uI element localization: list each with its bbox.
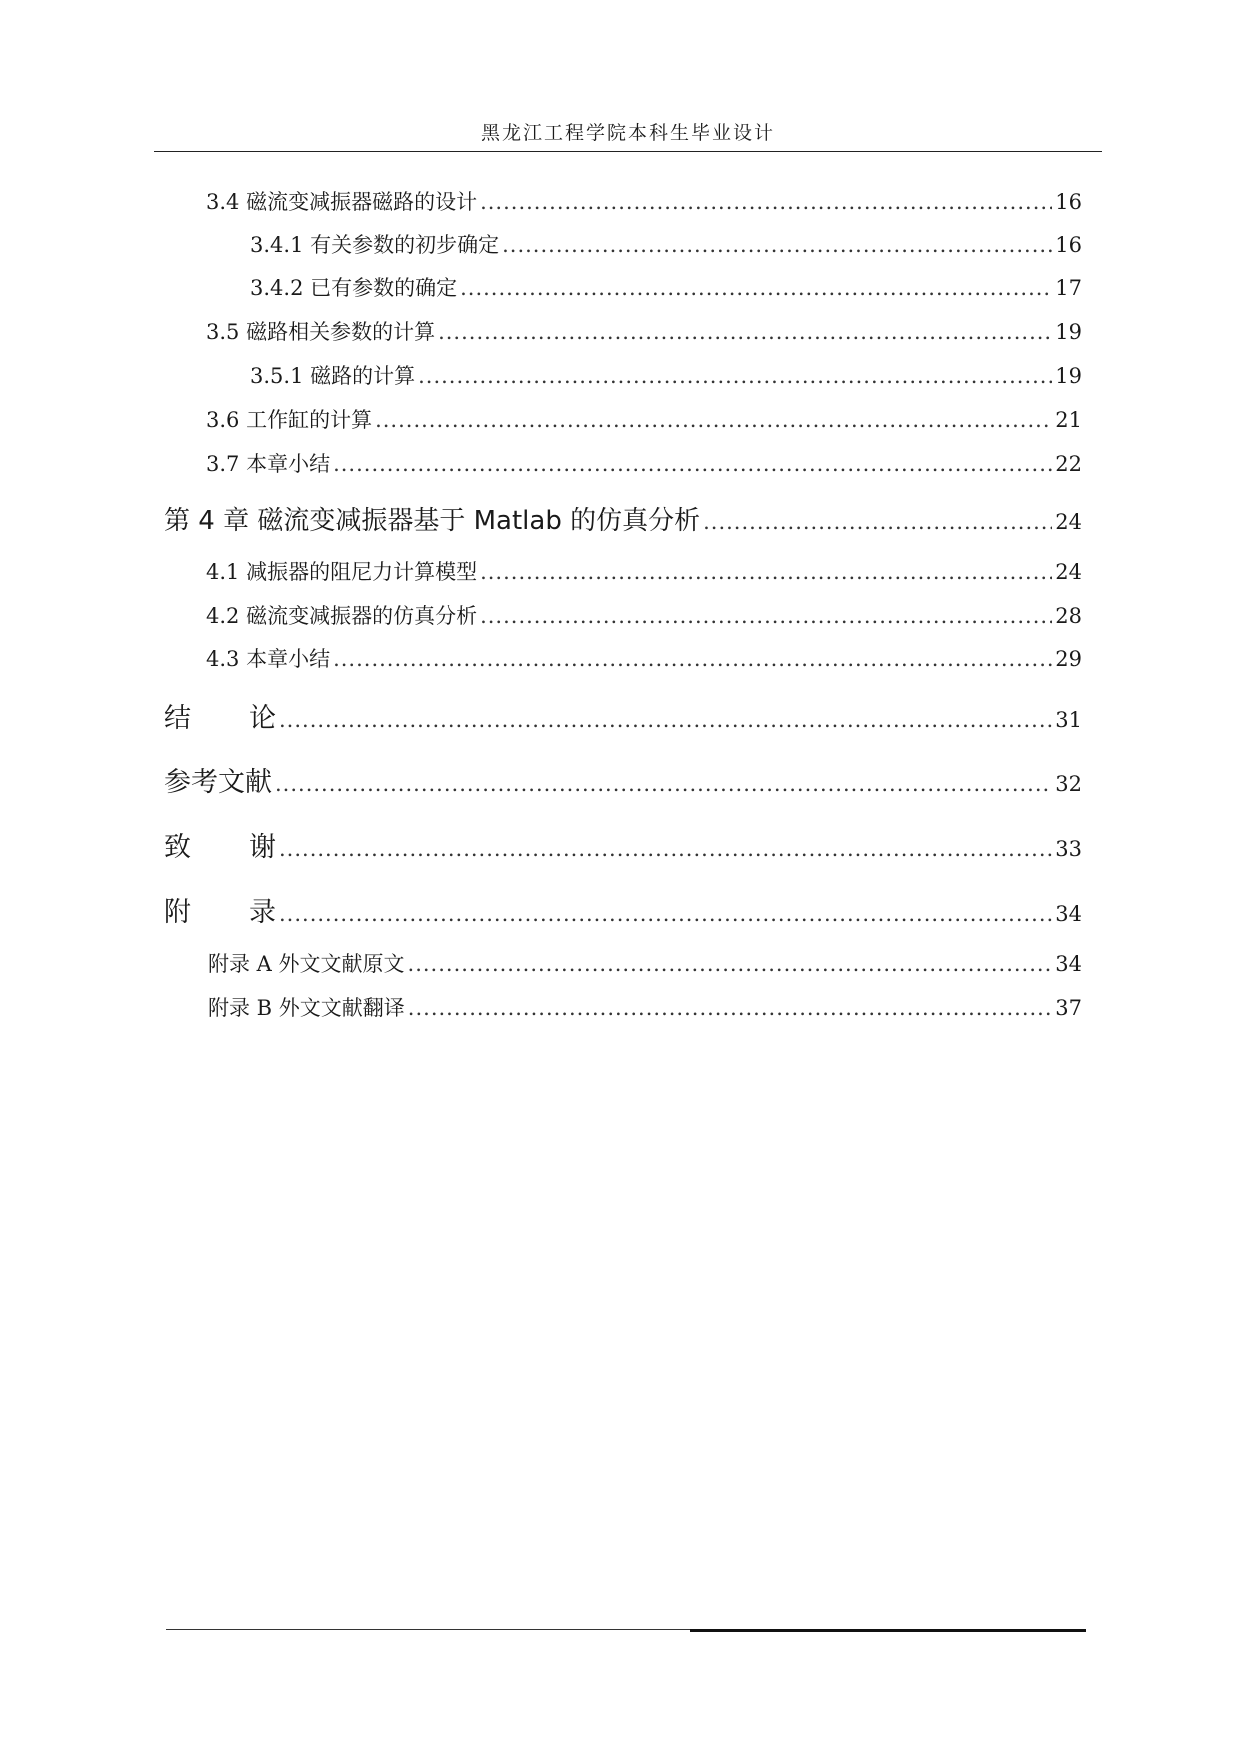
toc-page-number: 34: [1055, 952, 1082, 976]
toc-dot-leader: [502, 233, 1052, 257]
toc-page-number: 24: [1055, 510, 1082, 534]
toc-entry-references[interactable]: [164, 760, 1082, 799]
toc-entry-label: 3.5.1 磁路的计算: [250, 364, 416, 388]
toc-dot-leader: [275, 772, 1052, 796]
toc-entry-appendix[interactable]: [164, 890, 1082, 929]
toc-dot-leader: [279, 708, 1052, 732]
toc-entry-label: 结 论: [164, 703, 276, 734]
toc-dot-leader: [703, 510, 1052, 534]
toc-entry-label: 3.4 磁流变减振器磁路的设计: [206, 190, 478, 214]
toc-page-number: 37: [1055, 996, 1082, 1020]
toc-dot-leader: [480, 190, 1052, 214]
toc-page-number: 16: [1055, 233, 1082, 257]
footer-divider-thick: [690, 1629, 1086, 1632]
toc-entry-3-4[interactable]: [206, 186, 1082, 216]
toc-dot-leader: [279, 902, 1052, 926]
toc-page-number: 21: [1055, 408, 1082, 432]
toc-page-number: 22: [1055, 452, 1082, 476]
toc-entry-label: 3.4.2 已有参数的确定: [250, 276, 458, 300]
toc-dot-leader: [375, 408, 1052, 432]
toc-dot-leader: [418, 364, 1052, 388]
toc-entry-appendix-a[interactable]: [208, 948, 1082, 978]
toc-entry-3-6[interactable]: [206, 404, 1082, 434]
toc-dot-leader: [480, 604, 1052, 628]
toc-entry-appendix-b[interactable]: [208, 992, 1082, 1022]
toc-entry-3-4-1[interactable]: [250, 229, 1082, 259]
toc-dot-leader: [279, 837, 1052, 861]
toc-entry-4-1[interactable]: [206, 556, 1082, 586]
toc-page-number: 32: [1055, 772, 1082, 796]
toc-dot-leader: [460, 276, 1052, 300]
toc-entry-label: 参考文献: [164, 767, 272, 798]
toc-entry-4-2[interactable]: [206, 600, 1082, 630]
toc-entry-label: 4.2 磁流变减振器的仿真分析: [206, 604, 478, 628]
toc-page-number: 28: [1055, 604, 1082, 628]
toc-entry-4-3[interactable]: [206, 643, 1082, 673]
toc-entry-3-4-2[interactable]: [250, 272, 1082, 302]
toc-dot-leader: [333, 452, 1052, 476]
toc-entry-acknowledgements[interactable]: [164, 825, 1082, 864]
toc-entry-label: 致 谢: [164, 832, 276, 863]
toc-entry-label: 3.6 工作缸的计算: [206, 408, 373, 432]
toc-dot-leader: [408, 996, 1052, 1020]
toc-entry-label: 3.7 本章小结: [206, 452, 331, 476]
toc-entry-label: 附录 A 外文文献原文: [208, 952, 405, 976]
toc-entry-chapter-4[interactable]: [164, 500, 1082, 537]
toc-page-number: 16: [1055, 190, 1082, 214]
toc-entry-label: 附 录: [164, 897, 276, 928]
toc-entry-3-5[interactable]: [206, 316, 1082, 346]
toc-dot-leader: [438, 320, 1052, 344]
toc-page-number: 19: [1055, 364, 1082, 388]
toc-page-number: 34: [1055, 902, 1082, 926]
toc-entry-label: 3.5 磁路相关参数的计算: [206, 320, 436, 344]
toc-entry-label: 4.3 本章小结: [206, 647, 331, 671]
toc-entry-label: 3.4.1 有关参数的初步确定: [250, 233, 500, 257]
toc-entry-3-5-1[interactable]: [250, 360, 1082, 390]
toc-page-number: 24: [1055, 560, 1082, 584]
toc-page-number: 31: [1055, 708, 1082, 732]
toc-entry-conclusion[interactable]: [164, 696, 1082, 735]
toc-page-number: 19: [1055, 320, 1082, 344]
toc-page-number: 29: [1055, 647, 1082, 671]
toc-dot-leader: [333, 647, 1052, 671]
toc-page-number: 17: [1055, 276, 1082, 300]
toc-dot-leader: [408, 952, 1053, 976]
toc-entry-label: 附录 B 外文文献翻译: [208, 996, 405, 1020]
toc-entry-3-7[interactable]: [206, 448, 1082, 478]
toc-dot-leader: [480, 560, 1052, 584]
toc-page-number: 33: [1055, 837, 1082, 861]
running-header: 黑龙江工程学院本科生毕业设计: [480, 122, 775, 144]
toc-entry-label: 4.1 减振器的阻尼力计算模型: [206, 560, 478, 584]
toc-entry-label: 第 4 章 磁流变减振器基于 Matlab 的仿真分析: [164, 506, 701, 536]
